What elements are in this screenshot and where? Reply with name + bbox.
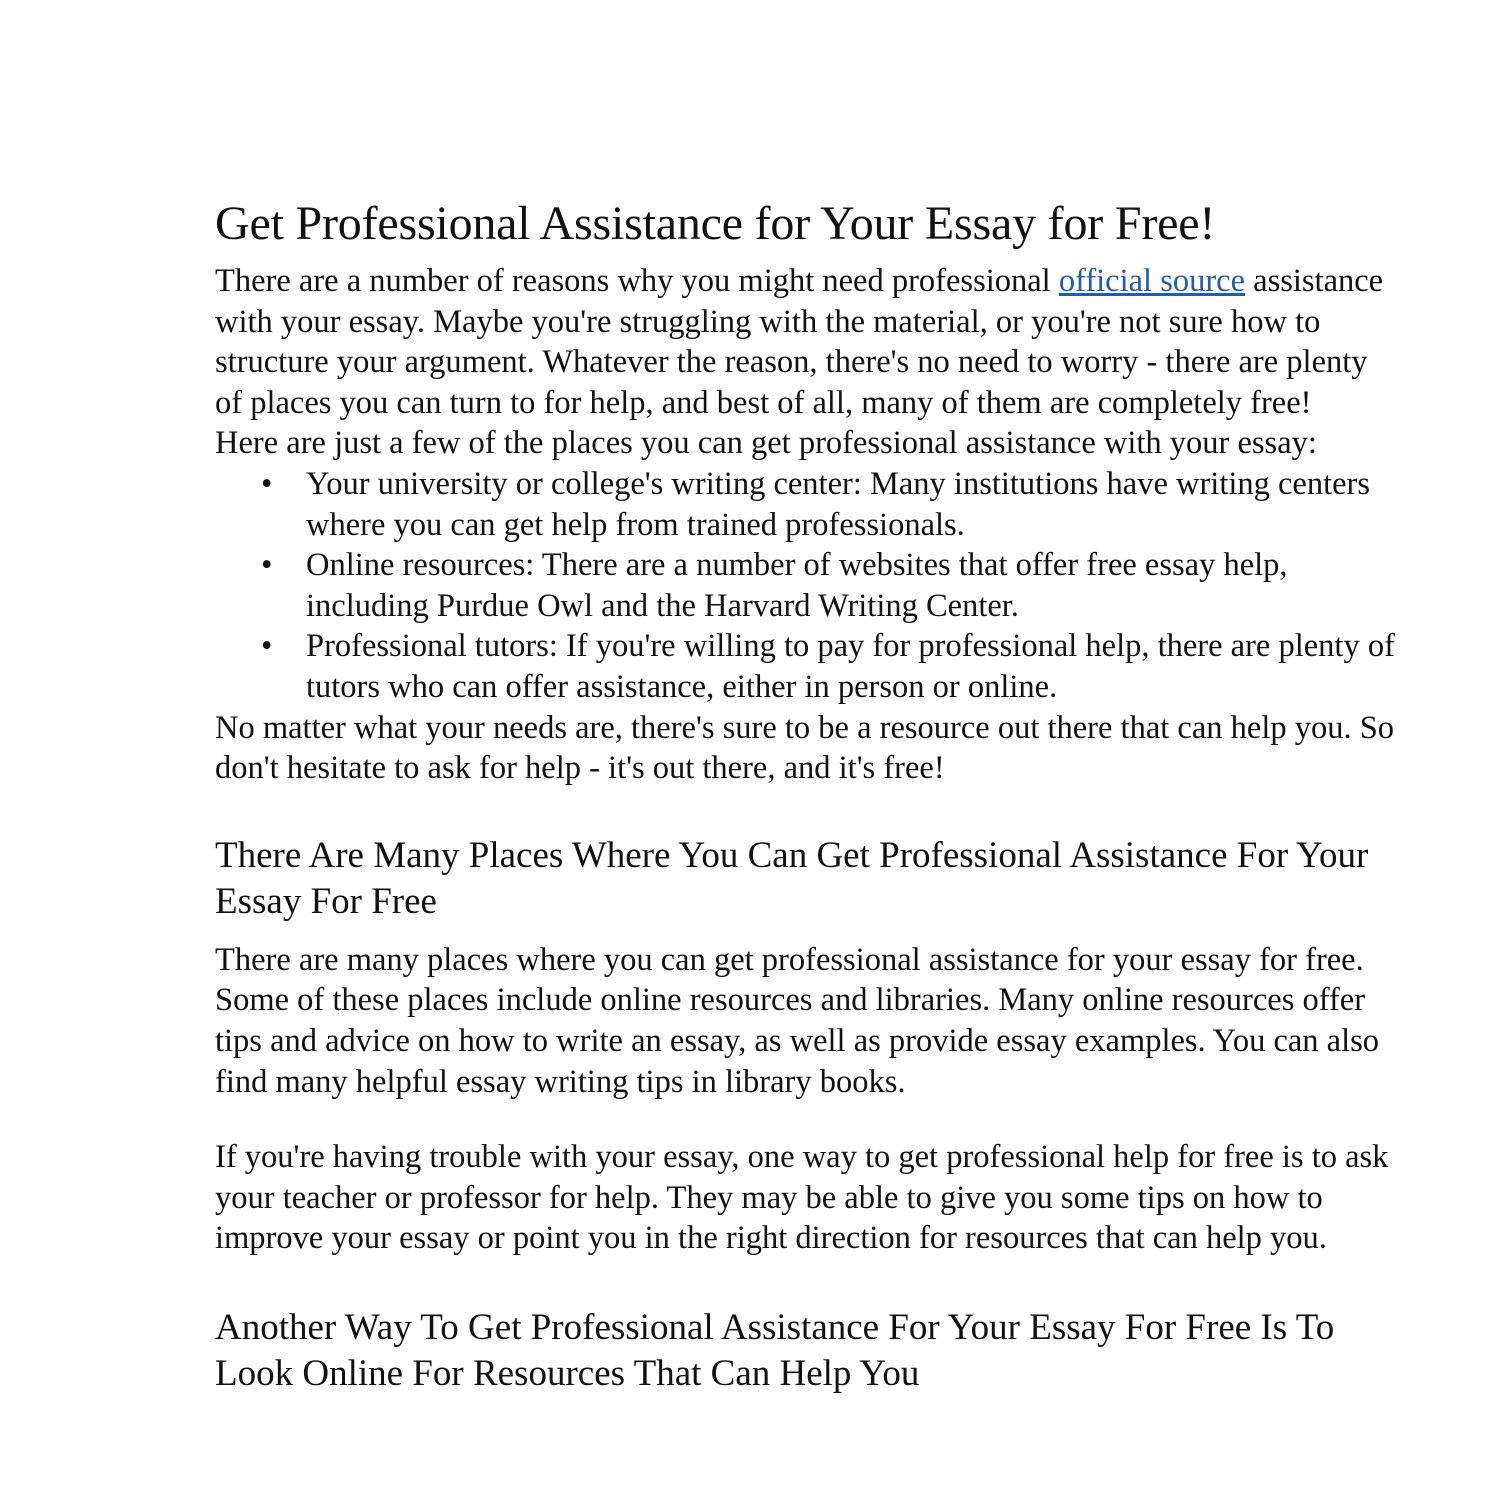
paragraph-spacer bbox=[215, 1102, 1400, 1137]
bullet-icon: • bbox=[261, 547, 273, 584]
list-item-text: Your university or college's writing center: Many institutions have writing centers where you can get help from trained professionals. bbox=[306, 465, 1371, 543]
section-paragraph: If you're having trouble with your essay, one way to get professional help for free is to ask your teacher or professor for help. They may be able to give you some tips on how to improve your essay or point you in the right direction for resources that can help you. bbox=[215, 1139, 1389, 1257]
resources-list bbox=[215, 464, 1400, 708]
section-heading-places: There Are Many Places Where You Can Get Professional Assistance For Your Essay For Free bbox=[215, 834, 1369, 922]
bullet-icon: • bbox=[261, 628, 273, 665]
section-paragraph: There are many places where you can get professional assistance for your essay for free. Some of these places include online resources and libraries. Many online resources offer tips and advice on how to write an essay, as well as provide essay examples. You can also find many helpful essay writing tips in library books. bbox=[215, 941, 1380, 1100]
intro-text-after-link: assistance with your essay. Maybe you're struggling with the material, or you're not sure how to structure your argument. Whatever the reason, there's no need to worry - there are plenty of places you can turn to for help, and best of all, many of them are completely free! bbox=[215, 263, 1384, 421]
closing-paragraph: No matter what your needs are, there's sure to be a resource out there that can help you. So don't hesitate to ask for help - it's out there, and it's free! bbox=[215, 709, 1395, 787]
list-item bbox=[261, 626, 1400, 707]
list-intro-paragraph: Here are just a few of the places you can get professional assistance with your essay: bbox=[215, 425, 1317, 462]
bullet-icon: • bbox=[261, 465, 273, 502]
intro-text-before-link: There are a number of reasons why you might need professional bbox=[215, 263, 1059, 299]
list-item-text: Online resources: There are a number of websites that offer free essay help, including Purdue Owl and the Harvard Writing Center. bbox=[306, 547, 1288, 624]
list-item-text: Professional tutors: If you're willing to pay for professional help, there are plenty of tutors who can offer assistance, either in person or online. bbox=[306, 628, 1395, 705]
section-heading-online: Another Way To Get Professional Assistance For Your Essay For Free Is To Look Online For Resources That Can Help You bbox=[215, 1306, 1335, 1394]
list-item bbox=[261, 464, 1400, 545]
list-item bbox=[261, 545, 1400, 626]
intro-paragraph bbox=[215, 261, 1400, 423]
document-body bbox=[215, 195, 1400, 1397]
official-source-link[interactable]: official source bbox=[1058, 263, 1246, 299]
page-title: Get Professional Assistance for Your Essay for Free! bbox=[215, 197, 1216, 250]
